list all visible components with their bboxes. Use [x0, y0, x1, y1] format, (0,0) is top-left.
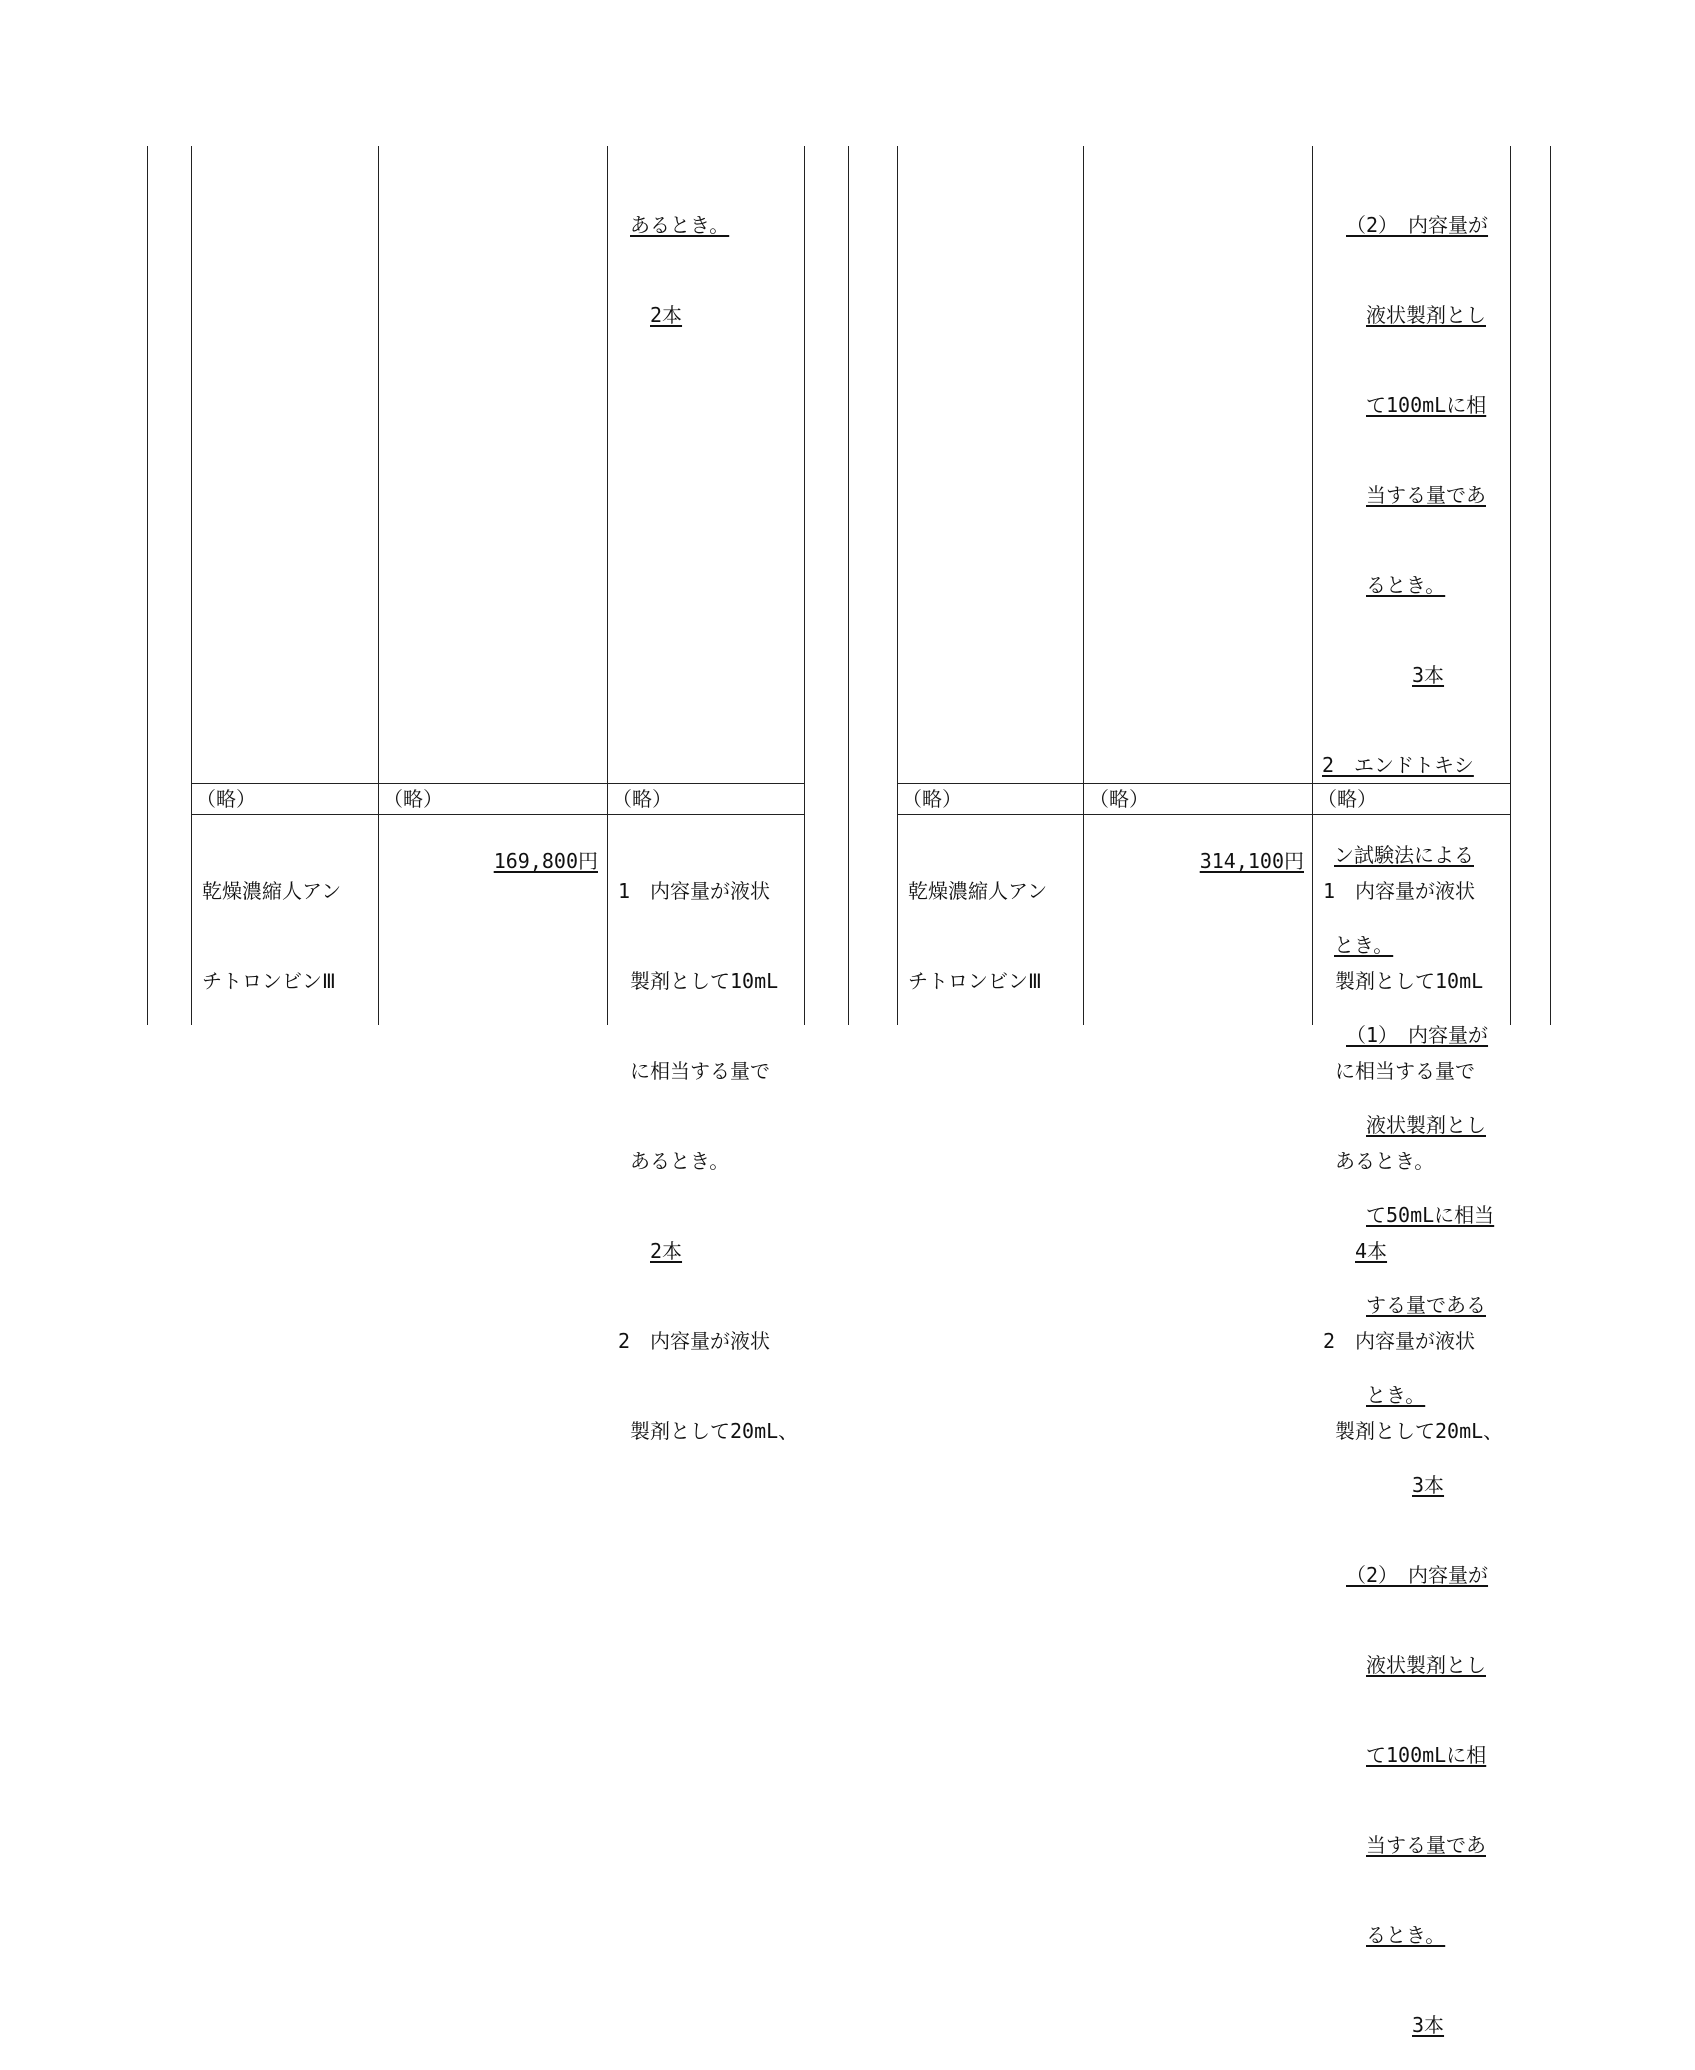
right-top-line-5: 3本 — [1412, 663, 1445, 687]
right-top-line-13: とき。 — [1366, 1383, 1426, 1407]
right-ryaku-col1: （略） — [902, 787, 962, 811]
right-ryaku-col2: （略） — [1089, 787, 1149, 811]
right-drug-name — [908, 816, 1047, 1026]
right-top-line-9: （1） 内容量が — [1346, 1023, 1489, 1047]
left-ryaku-row-top — [191, 783, 804, 784]
right-top-line-18: 当する量であ — [1366, 1833, 1486, 1857]
right-col3-right-border — [1510, 146, 1511, 1025]
right-top-line-0: （2） 内容量が — [1346, 213, 1489, 237]
right-top-line-12: する量である — [1366, 1293, 1486, 1317]
left-drug-col3-line-2: に相当する量で — [630, 1059, 770, 1083]
right-top-line-15: （2） 内容量が — [1346, 1563, 1489, 1587]
left-top-line-1: 2本 — [650, 303, 683, 327]
left-ryaku-row-bottom — [191, 814, 804, 815]
center-gap-border — [848, 146, 849, 1025]
right-col2-border — [1083, 146, 1084, 1025]
left-drug-col3-line-1: 製剤として10mL — [630, 969, 779, 993]
left-drug-price — [383, 816, 598, 876]
left-outer-border — [147, 146, 148, 1025]
right-top-line-1: 液状製剤とし — [1366, 303, 1486, 327]
right-top-line-11: て50mLに相当 — [1366, 1203, 1495, 1227]
right-drug-col3-line-5: 2 内容量が液状 — [1323, 1329, 1476, 1353]
left-ryaku-col3: （略） — [612, 787, 672, 811]
left-drug-name — [202, 816, 341, 1026]
right-drug-col3-line-0: 1 内容量が液状 — [1323, 879, 1476, 903]
left-col3-right-border — [804, 146, 805, 1025]
left-top-line-0: あるとき。 — [630, 213, 730, 237]
right-drug-col3 — [1323, 816, 1503, 1476]
right-drug-col3-line-2: に相当する量で — [1335, 1059, 1475, 1083]
left-drug-col3-line-5: 2 内容量が液状 — [618, 1329, 771, 1353]
right-top-line-20: 3本 — [1412, 2013, 1445, 2037]
right-col1-border — [897, 146, 898, 1025]
right-drug-col3-line-4: 4本 — [1355, 1239, 1388, 1263]
left-drug-col3-line-6: 製剤として20mL、 — [630, 1419, 799, 1443]
left-drug-col3-line-3: あるとき。 — [630, 1149, 730, 1173]
right-drug-col3-line-6: 製剤として20mL、 — [1335, 1419, 1504, 1443]
right-top-line-7: ン試験法による — [1334, 843, 1474, 867]
right-top-line-16: 液状製剤とし — [1366, 1653, 1486, 1677]
left-drug-price-value: 169,800円 — [493, 849, 598, 873]
right-top-line-3: 当する量であ — [1366, 483, 1486, 507]
left-drug-col3-line-4: 2本 — [650, 1239, 683, 1263]
left-drug-name-line-1: チトロンビンⅢ — [202, 969, 336, 993]
left-top-col3 — [630, 150, 729, 360]
right-top-line-2: て100mLに相 — [1366, 393, 1487, 417]
left-col1-border — [191, 146, 192, 1025]
right-drug-price — [1089, 816, 1304, 876]
right-top-line-14: 3本 — [1412, 1473, 1445, 1497]
left-ryaku-col1: （略） — [196, 787, 256, 811]
right-top-line-10: 液状製剤とし — [1366, 1113, 1486, 1137]
right-drug-col3-line-1: 製剤として10mL — [1335, 969, 1484, 993]
right-drug-price-value: 314,100円 — [1199, 849, 1304, 873]
right-top-line-6: 2 エンドトキシ — [1322, 753, 1474, 777]
right-top-line-17: て100mLに相 — [1366, 1743, 1487, 1767]
right-outer-border — [1550, 146, 1551, 1025]
right-ryaku-col3: （略） — [1317, 787, 1377, 811]
right-drug-name-line-0: 乾燥濃縮人アン — [908, 879, 1048, 903]
right-top-line-8: とき。 — [1334, 933, 1394, 957]
left-col3-border — [607, 146, 608, 1025]
right-col3-border — [1312, 146, 1313, 1025]
left-drug-col3 — [618, 816, 798, 1476]
left-drug-col3-line-0: 1 内容量が液状 — [618, 879, 771, 903]
left-drug-name-line-0: 乾燥濃縮人アン — [202, 879, 342, 903]
left-ryaku-col2: （略） — [383, 787, 443, 811]
right-top-line-19: るとき。 — [1366, 1923, 1446, 1947]
right-drug-name-line-1: チトロンビンⅢ — [908, 969, 1042, 993]
left-col2-border — [378, 146, 379, 1025]
right-top-line-4: るとき。 — [1366, 573, 1446, 597]
right-drug-col3-line-3: あるとき。 — [1335, 1149, 1435, 1173]
